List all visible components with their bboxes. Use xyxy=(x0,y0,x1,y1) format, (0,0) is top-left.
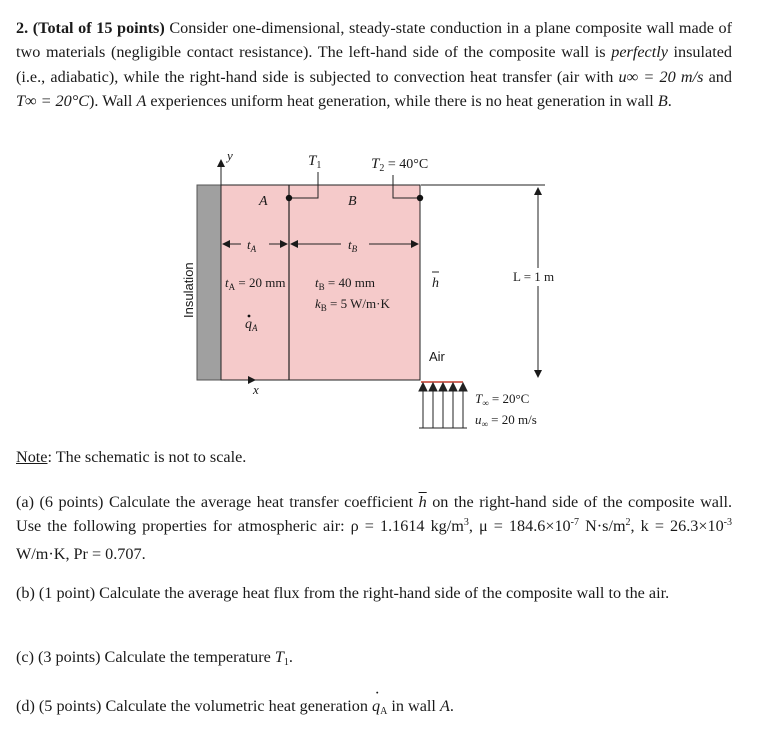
points-label: (Total of 15 points) xyxy=(32,19,165,37)
exp: 2 xyxy=(625,517,631,529)
problem-statement xyxy=(16,16,732,114)
schematic-note xyxy=(16,448,246,467)
part-a-h: $\overline{h}$ xyxy=(418,493,427,511)
t-inf-label: $T_\infty = 20^\circ C$ xyxy=(475,391,530,408)
statement-text: experiences uniform heat generation, while there is no heat generation in wall xyxy=(146,92,658,111)
statement-text: ). Wall xyxy=(89,92,137,111)
note-label: Note xyxy=(16,448,48,466)
part-d xyxy=(16,694,732,721)
ta-label: $t_A$ xyxy=(247,237,257,254)
u-inf-label: $u_\infty = 20$ m/s xyxy=(475,412,537,429)
insulation-block xyxy=(197,185,221,380)
air-label: Air xyxy=(429,349,445,364)
qa-label: $q_A$ xyxy=(245,317,258,333)
h-bar-label: h xyxy=(432,276,439,291)
sub: 1 xyxy=(283,657,289,668)
t1-point xyxy=(286,195,292,201)
part-d-text: in wall xyxy=(387,697,440,715)
t-inf-value: T∞ = 20°C xyxy=(16,92,90,111)
wall-b-ref: B xyxy=(657,92,668,111)
statement-text: . xyxy=(667,92,672,111)
wall-b-label: B xyxy=(348,194,357,209)
composite-wall-schematic xyxy=(175,148,595,438)
x-axis-label: x xyxy=(253,382,259,397)
wall-a-ref: A xyxy=(136,92,147,111)
statement-text: and xyxy=(703,67,732,86)
part-d-q: · q xyxy=(372,694,380,718)
problem-number: 2. xyxy=(16,19,29,37)
t2-point xyxy=(417,195,423,201)
part-a-text: (a) (6 points) Calculate the average heat transfer coefficient xyxy=(16,493,419,511)
t1-label: $T_1$ xyxy=(308,153,322,171)
part-a-text: N·s/m xyxy=(579,517,626,536)
part-b: (b) (1 point) Calculate the average heat flux from the right-hand side of the composite wall to the air. xyxy=(16,584,670,602)
exp: -3 xyxy=(723,517,733,529)
note-text: : The schematic is not to scale. xyxy=(47,448,247,466)
part-c-text: (c) (3 points) Calculate the temperature xyxy=(16,648,275,666)
l-label: L = 1 m xyxy=(513,269,555,284)
flow-arrows xyxy=(419,383,467,428)
statement-text: Consider one-dimensional, steady-state conduction in a plane composite wall made of two materials (negligible contact resistance). The left-hand side of the composite wall is xyxy=(16,19,733,62)
t2-label: $T_2 = 40^\circ C$ xyxy=(371,156,429,174)
ta-value: $t_A = 20$ mm xyxy=(225,275,286,292)
emphasis-perfectly: perfectly xyxy=(611,43,668,62)
y-axis-label: y xyxy=(227,148,233,163)
part-c-text: . xyxy=(288,648,293,666)
exp: -7 xyxy=(570,517,579,529)
u-inf-value: u∞ = 20 m/s xyxy=(618,67,704,86)
statement-text: insulated (i.e., adiabatic), while the right-hand side is subjected to convection heat transfer (air with xyxy=(16,43,732,86)
tb-label: $t_B$ xyxy=(348,237,358,254)
part-a xyxy=(16,490,732,566)
part-c xyxy=(16,645,732,672)
tb-value: $t_B = 40$ mm xyxy=(315,275,375,292)
part-a-text: on the right-hand side of the composite wall. Use the following properties for atmospheric air: ρ = 1.1614 kg/m xyxy=(16,493,733,536)
part-d-text: (d) (5 points) Calculate the volumetric heat generation xyxy=(16,697,372,715)
sub: A xyxy=(380,706,388,717)
kb-value: $k_B = 5$ W/m·K xyxy=(315,296,390,313)
wall-a-label: A xyxy=(259,194,268,209)
insulation-label: Insulation xyxy=(181,262,196,318)
part-a-text: W/m·K, Pr = 0.707. xyxy=(16,544,146,563)
part-a-text: , μ = 184.6×10 xyxy=(468,517,571,536)
part-a-text: , k = 26.3×10 xyxy=(630,517,724,536)
part-d-a: A xyxy=(439,697,450,715)
part-d-text: . xyxy=(449,697,454,715)
exp: 3 xyxy=(463,517,469,529)
part-c-t: T xyxy=(274,648,284,666)
